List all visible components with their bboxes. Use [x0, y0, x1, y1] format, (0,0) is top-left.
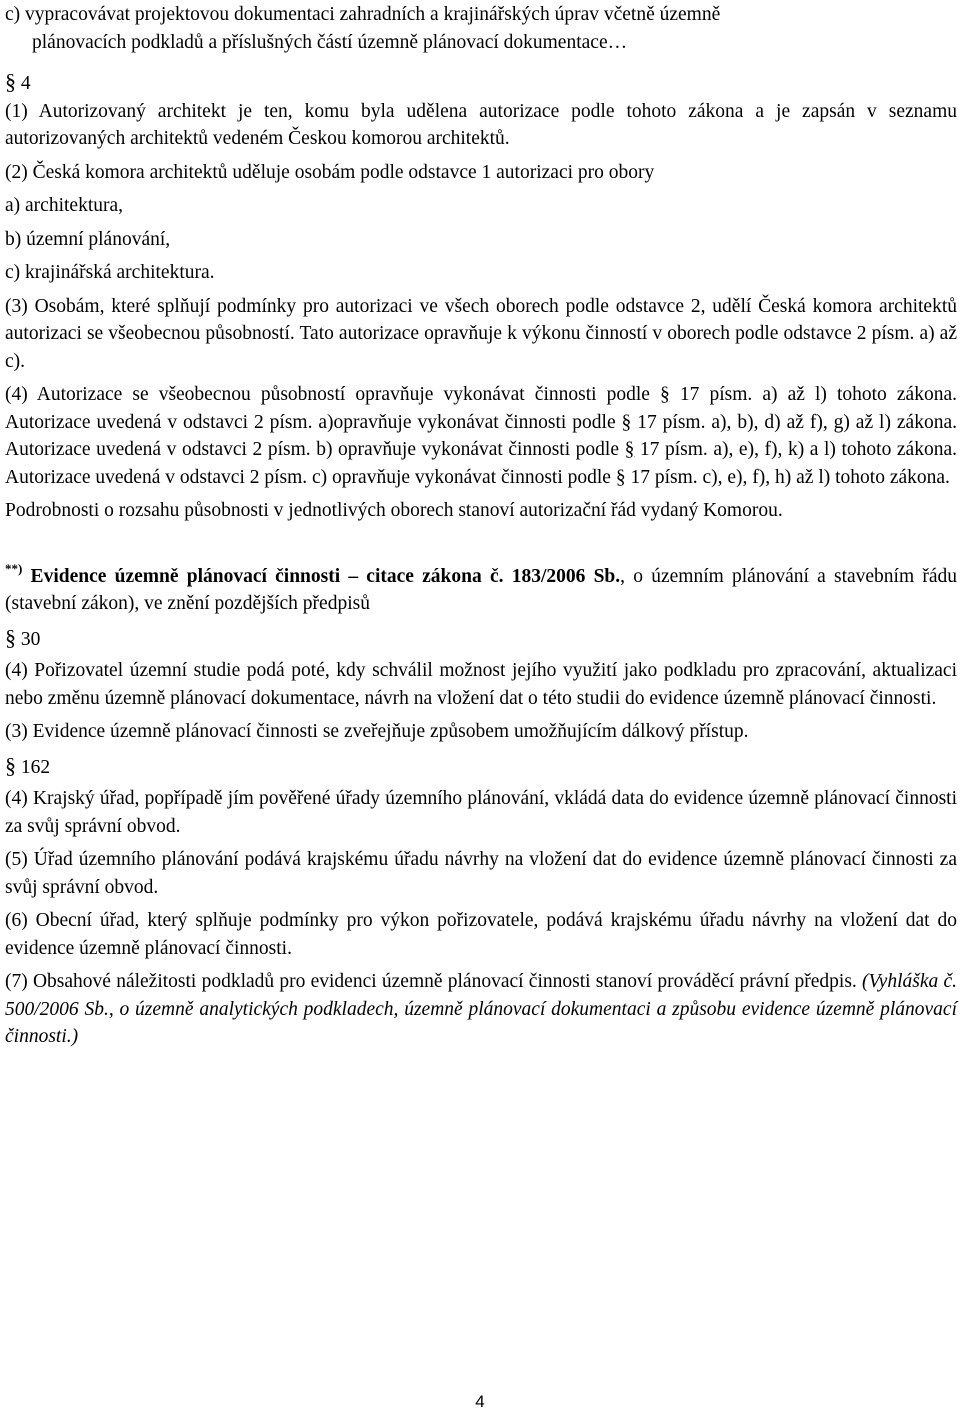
evidence-subtitle: , o územním plánování a stavebním řádu (stavební zákon), ve znění pozdějších předpisů: [5, 565, 958, 614]
text-run: 17 písm. c), e), f), h) až l) tohoto zákona.: [625, 466, 950, 488]
list-item-a: a) architektura,: [5, 195, 124, 216]
paragraph-4-3: (3) Osobám, které splňují podmínky pro autorizaci ve všech oborech podle odstavce 2, udělí Česká komora architektů autorizaci se všeobecnou působností. Tato autorizace opravňuje k výkonu činností v oborech podle odstavce 2 písm. a) až c).: [5, 295, 957, 372]
paragraph-4-4: [5, 381, 957, 491]
text-run: 17 písm. a) až l) tohoto zákona. Autorizace uvedená v odstavci 2 písm. a)opravňuje vykonávat činnosti podle: [5, 384, 957, 433]
document-body: [5, 0, 957, 1051]
decree-description: , o územně analytických podkladech, územně plánovací dokumentaci a způsobu evidence územně plánovací činnosti.): [5, 998, 957, 1047]
section-symbol: §: [615, 466, 626, 488]
paragraph-4-5: Podrobnosti o rozsahu působnosti v jednotlivých oborech stanoví autorizační řád vydaný Komorou.: [5, 500, 783, 521]
section-symbol: §: [621, 411, 632, 433]
text-run: 17 písm. a), b), d) až f), g) až l) zákona. Autorizace uvedená v odstavci 2 písm. b) opravňuje vykonávat činnosti podle: [5, 411, 957, 460]
list-item-c: c) krajinářská architektura.: [5, 262, 215, 283]
list-item-b: b) územní plánování,: [5, 228, 171, 250]
text-run: (4) Autorizace se všeobecnou působností opravňuje vykonávat činnosti podle: [5, 384, 661, 405]
section-symbol: §: [624, 439, 635, 460]
paragraph-30-3: (3) Evidence územně plánovací činnosti se zveřejňuje způsobem umožňujícím dálkový přístup.: [5, 721, 749, 742]
paragraph-162-4: (4) Krajský úřad, popřípadě jím pověřené úřady územního plánování, vkládá data do evidence územně plánovací činnosti za svůj správní obvod.: [5, 788, 957, 837]
section-heading-162: [5, 752, 957, 782]
paragraph-c-continued: [5, 1, 957, 56]
text-line: c) vypracovávat projektovou dokumentaci zahradních a krajinářských úprav včetně územně: [5, 4, 721, 25]
section-symbol: §: [5, 69, 16, 94]
evidence-heading: [5, 555, 957, 618]
text-run: 17 písm. a), e), f), k) a l) tohoto zákona. Autorizace uvedená v odstavci 2 písm. c) opravňuje vykonávat činnosti podle: [5, 439, 957, 488]
paragraph-162-6: (6) Obecní úřad, který splňuje podmínky pro výkon pořizovatele, podává krajskému úřadu návrhy na vložení dat do evidence územně plánovací činnosti.: [5, 910, 957, 959]
paragraph-162-5: (5) Úřad územního plánování podává krajskému úřadu návrhy na vložení dat do evidence územně plánovací činnosti za svůj správní obvod.: [5, 849, 957, 898]
section-heading-4: [5, 68, 957, 98]
section-heading-30: [5, 624, 957, 654]
section-number: 4: [20, 73, 31, 94]
text-run: (7) Obsahové náležitosti podkladů pro evidenci územně plánovací činnosti stanoví prováděcí právní předpis.: [5, 971, 863, 992]
section-symbol: §: [5, 624, 16, 650]
section-symbol: §: [5, 752, 16, 778]
paragraph-162-7: [5, 968, 957, 1051]
paragraph-4-1: (1) Autorizovaný architekt je ten, komu byla udělena autorizace podle tohoto zákona a je zapsán v seznamu autorizovaných architektů vedeném Českou komorou architektů.: [5, 100, 957, 149]
section-number: 162: [20, 756, 51, 778]
page-number: 4: [475, 1392, 485, 1411]
section-symbol: §: [660, 384, 670, 405]
decree-reference: (Vyhláška č. 500/2006 Sb.: [5, 971, 957, 1020]
paragraph-4-2: (2) Česká komora architektů uděluje osobám podle odstavce 1 autorizaci pro obory: [5, 161, 655, 183]
paragraph-30-4: (4) Pořizovatel územní studie podá poté, kdy schválil možnost jejího využití jako podkladu pro zpracování, aktualizaci nebo změnu územně plánovací dokumentace, návrh na vložení dat o této studii do evidence územně plánovací činnosti.: [5, 660, 957, 709]
section-number: 30: [20, 628, 41, 650]
text-line: plánovacích podkladů a příslušných částí územně plánovací dokumentace…: [32, 31, 628, 53]
footnote-marker: **): [5, 560, 23, 576]
evidence-title: Evidence územně plánovací činnosti – citace zákona č. 183/2006 Sb.: [22, 565, 621, 587]
